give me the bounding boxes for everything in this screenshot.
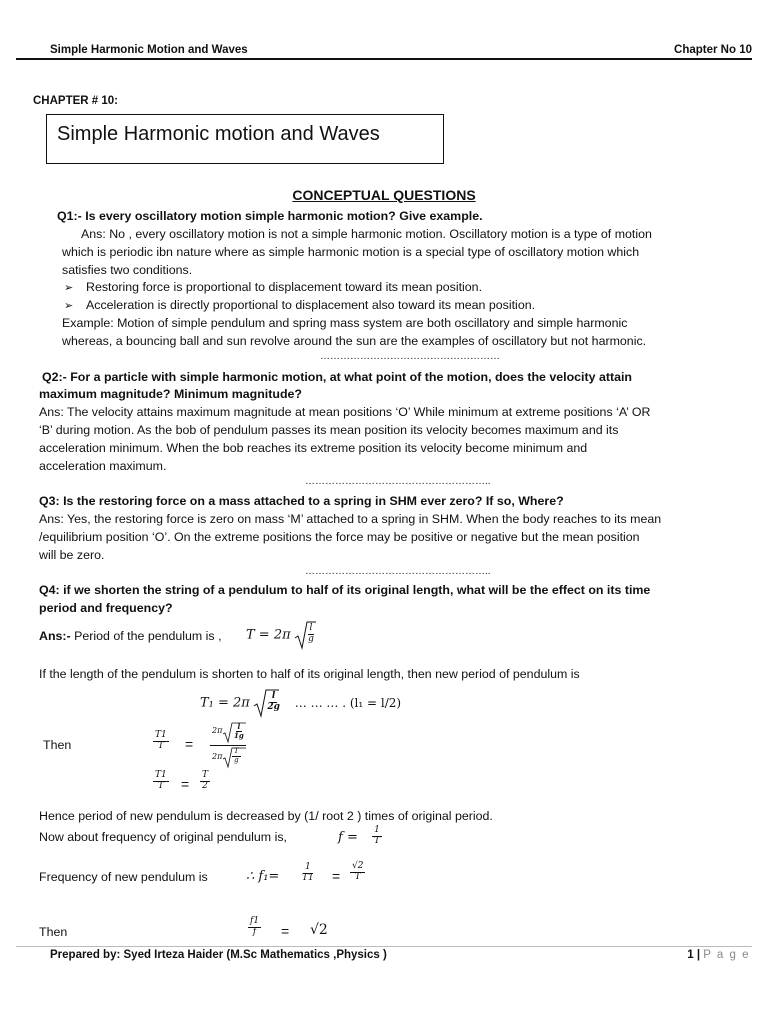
q1-example-line: Example: Motion of simple pendulum and spring mass system are both oscillatory and simple harmonic (62, 316, 628, 330)
frac-num: l (237, 722, 241, 731)
title-box (46, 114, 444, 164)
frac-num: f1 (250, 916, 260, 926)
frac-num: 1 (305, 862, 311, 872)
new-period-formula (200, 688, 401, 720)
then-label: Then (39, 925, 68, 939)
freq-formula-rhs (372, 826, 382, 847)
new-freq-frac1 (300, 863, 316, 884)
equals-sign: = (332, 868, 341, 884)
arrow-bullet-icon: ➢ (64, 300, 74, 312)
q3-ans-line: /equilibrium position ‘O’. On the extreme positions the force may be positive or negative but the mean position (39, 530, 640, 544)
frac-num: T1 (155, 770, 167, 780)
equals-sign: = (281, 923, 290, 939)
page-separator: | (696, 949, 704, 961)
q1-example-line: whereas, a bouncing ball and sun revolve around the sun are the examples of oscillatory but not harmonic. (62, 334, 647, 348)
header-rule (16, 58, 752, 60)
now-freq-line: Now about frequency of original pendulum is, (39, 830, 287, 844)
running-header-chapter: Chapter No 10 (674, 44, 752, 56)
frac-num: l (309, 623, 313, 633)
frac-den: T (157, 780, 164, 791)
freq-formula-lhs: f = (338, 830, 358, 845)
q4-question-line: period and frequency? (39, 601, 173, 615)
footer-page (687, 949, 750, 961)
hence-line: Hence period of new pendulum is decreased by (1/ root 2 ) times of original period. (39, 809, 493, 823)
ans-label: Ans:- (39, 629, 71, 643)
separator: ……………………………………………….. (305, 566, 491, 577)
q4-ans-line (39, 629, 222, 643)
section-title: CONCEPTUAL QUESTIONS (292, 187, 476, 203)
q2-ans-line: ‘B’ during motion. As the bob of pendulum passes its mean position its velocity becomes maximum and its (39, 423, 619, 437)
q4-question-line: Q4: if we shorten the string of a pendulum to half of its original length, what will be the effect on its time (39, 583, 651, 597)
two-pi-num: 2π (212, 726, 223, 735)
running-header-title: Simple Harmonic Motion and Waves (50, 44, 248, 56)
frac-den: T (157, 740, 164, 751)
sqrt-icon (253, 688, 279, 718)
sqrt-icon (294, 620, 316, 650)
length-condition: … … … . (l₁ = l/2) (294, 696, 402, 710)
q1-ans-line: Ans: No , every oscillatory motion is not a simple harmonic motion. Oscillatory motion is a type of motion (81, 227, 652, 241)
arrow-bullet-icon: ➢ (64, 282, 74, 294)
separator: ……………………………………………… (320, 351, 500, 362)
then-label: Then (43, 738, 72, 752)
frac-den: T (374, 835, 381, 846)
frac-num: T (234, 747, 239, 755)
q2-question-line: maximum magnitude? Minimum magnitude? (39, 387, 302, 401)
page-number: 1 (687, 949, 694, 961)
q2-ans-line: acceleration minimum. When the bob reaches its extreme position its velocity become minimum and (39, 441, 588, 455)
frac-den: g (234, 755, 239, 764)
ratio2-lhs (153, 771, 169, 792)
equals-sign: = (185, 736, 194, 752)
ratio2-rhs (200, 771, 210, 792)
q1-bullet: Restoring force is proportional to displacement toward its mean position. (86, 280, 483, 294)
page-word: P a g e (703, 949, 750, 961)
q1-ans-line: satisfies two conditions. (62, 263, 193, 277)
q4-line2: If the length of the pendulum is shorten to half of its original length, then new period of pendulum is (39, 667, 580, 681)
new-freq-frac2 (350, 862, 365, 883)
freq-new-line: Frequency of new pendulum is (39, 870, 208, 884)
frac-den: T (354, 871, 361, 882)
two-pi-den: 2π (212, 752, 223, 761)
frac-den: 2g (267, 701, 280, 712)
freq-ratio-lhs (248, 917, 261, 938)
period-formula-lhs: T = 2π (246, 627, 291, 643)
q1-question: Q1:- Is every oscillatory motion simple harmonic motion? Give example. (57, 209, 483, 223)
q2-ans-line: acceleration maximum. (39, 459, 167, 473)
frac-den: f (252, 926, 257, 937)
q2-question-line: Q2:- For a particle with simple harmonic motion, at what point of the motion, does the velocity attain (42, 370, 632, 384)
separator: ……………………………………………….. (305, 476, 491, 487)
frac-den: 1g (234, 730, 244, 740)
frac-num: l (271, 691, 276, 701)
q3-question: Q3: Is the restoring force on a mass attached to a spring in SHM ever zero? If so, Where? (39, 494, 564, 508)
equals-sign: = (181, 776, 190, 792)
footer-author: Prepared by: Syed Irteza Haider (M.Sc Mathematics ,Physics ) (50, 949, 387, 961)
footer-rule (16, 946, 752, 947)
frac-num: √2 (352, 861, 364, 871)
q1-ans-line: which is periodic ibn nature where as simple harmonic motion is a special type of oscillatory motion which (62, 245, 640, 259)
ans-text: Period of the pendulum is , (70, 629, 222, 643)
chapter-title: Simple Harmonic motion and Waves (57, 123, 380, 145)
frac-den: g (308, 633, 314, 644)
frac-num: T1 (155, 730, 167, 740)
ratio-lhs (153, 731, 169, 752)
new-freq-lhs: ∴ f₁= (246, 869, 280, 884)
freq-ratio-result: √2 (310, 922, 328, 938)
period-formula (246, 620, 316, 652)
frac-num: 1 (374, 825, 380, 835)
q2-ans-line: Ans: The velocity attains maximum magnitude at mean positions ‘O’ While minimum at extreme positions ‘A’ OR (39, 405, 651, 419)
q1-bullet: Acceleration is directly proportional to displacement also toward its mean position. (86, 298, 536, 312)
frac-den: T1 (302, 872, 314, 883)
frac-num: T (202, 770, 209, 780)
new-period-lhs: T₁ = 2π (200, 695, 250, 711)
frac-den: 2 (202, 780, 208, 791)
q3-ans-line: will be zero. (39, 548, 105, 562)
q3-ans-line: Ans: Yes, the restoring force is zero on mass ‘M’ attached to a spring in SHM. When the body reaches to its mean (39, 512, 662, 526)
chapter-label: CHAPTER # 10: (33, 95, 118, 107)
fraction-bar (210, 745, 246, 746)
ratio-rhs (210, 722, 250, 772)
